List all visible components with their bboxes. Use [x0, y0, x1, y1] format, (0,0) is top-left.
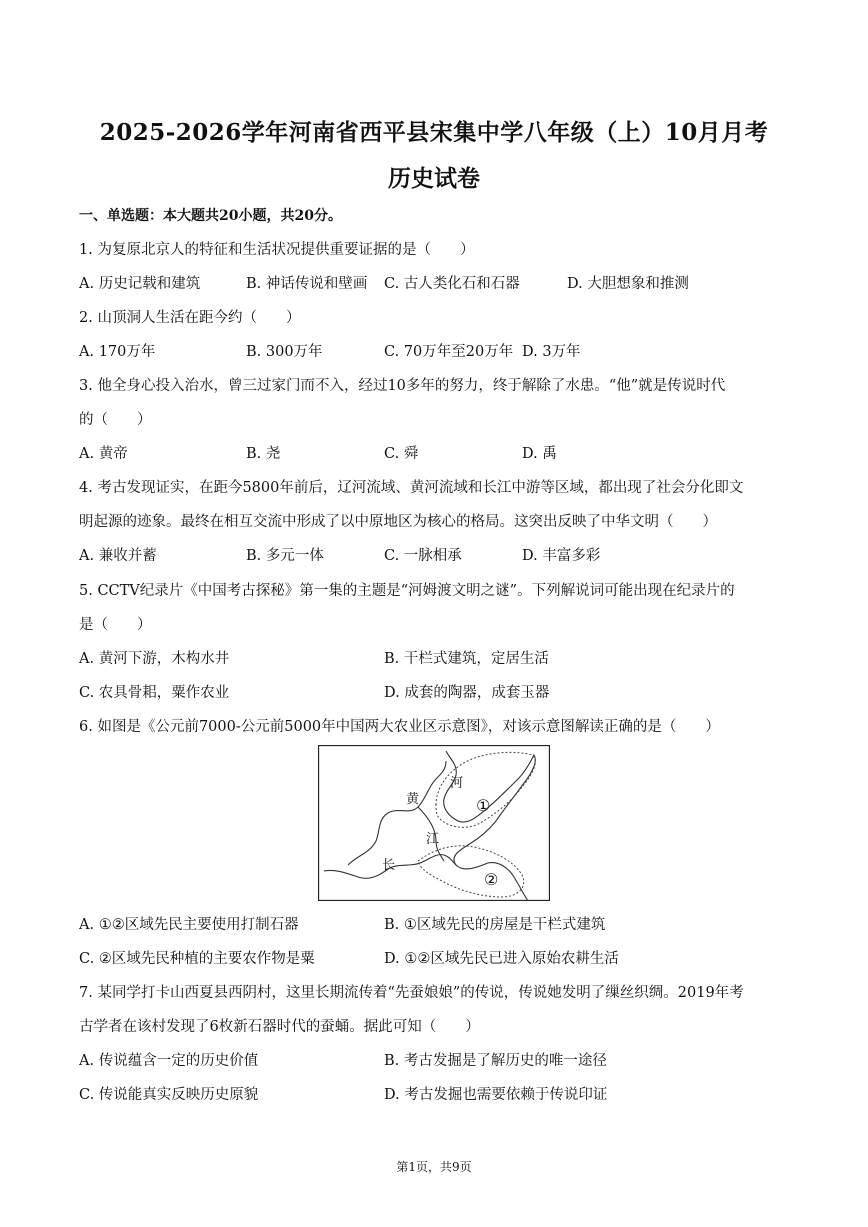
section-heading: 一、单选题：本大题共20小题，共20分。	[79, 208, 342, 224]
question-2-option-a: A. 170万年	[79, 344, 156, 360]
question-1-option-c: C. 古人类化石和石器	[384, 276, 520, 292]
question-2-option-d: D. 3万年	[522, 344, 581, 360]
map-label-he: 河	[450, 776, 464, 791]
question-7-option-a: A. 传说蕴含一定的历史价值	[79, 1053, 259, 1069]
map-label-chang: 长	[382, 858, 396, 873]
question-1-option-a: A. 历史记载和建筑	[79, 276, 201, 292]
question-7-option-b: B. 考古发掘是了解历史的唯一途径	[384, 1053, 607, 1069]
question-7-stem-line1: 7. 某同学打卡山西夏县西阴村，这里长期流传着“先蚕娘娘”的传说，传说她发明了缫丝织绸。2019年考	[79, 985, 744, 1001]
question-6-option-c: C. ②区域先民种植的主要农作物是粟	[79, 951, 315, 967]
question-4-option-d: D. 丰富多彩	[522, 548, 601, 564]
map-label-jiang: 江	[426, 832, 440, 847]
agriculture-regions-map	[318, 745, 550, 901]
question-5-stem-line1: 5. CCTV纪录片《中国考古探秘》第一集的主题是“河姆渡文明之谜”。下列解说词可能出现在纪录片的	[79, 583, 735, 599]
question-4-stem-line1: 4. 考古发现证实，在距今5800年前后，辽河流域、黄河流域和长江中游等区域，都出现了社会分化即文	[79, 480, 744, 496]
question-4-option-b: B. 多元一体	[246, 548, 324, 564]
question-6-stem: 6. 如图是《公元前7000-公元前5000年中国两大农业区示意图》，对该示意图解读正确的是（ ）	[79, 719, 720, 735]
question-6-option-b: B. ①区域先民的房屋是干栏式建筑	[384, 917, 606, 933]
exam-subtitle: 历史试卷	[388, 165, 480, 192]
question-4-option-a: A. 兼收并蓄	[79, 548, 157, 564]
question-3-stem-line1: 3. 他全身心投入治水，曾三过家门而不入，经过10多年的努力，终于解除了水患。“他”就是传说时代	[79, 378, 726, 394]
question-1-stem: 1. 为复原北京人的特征和生活状况提供重要证据的是（ ）	[79, 242, 475, 258]
question-1-option-b: B. 神话传说和壁画	[246, 276, 368, 292]
question-3-option-b: B. 尧	[246, 446, 281, 462]
map-label-huang: 黄	[406, 792, 420, 807]
question-4-stem-line2: 明起源的迹象。最终在相互交流中形成了以中原地区为核心的格局。这突出反映了中华文明（ ）	[79, 514, 717, 530]
question-2-option-c: C. 70万年至20万年	[384, 344, 514, 360]
question-1-option-d: D. 大胆想象和推测	[567, 276, 689, 292]
map-label-region1: ①	[476, 796, 491, 815]
question-3-option-a: A. 黄帝	[79, 446, 128, 462]
question-2-stem: 2. 山顶洞人生活在距今约（ ）	[79, 310, 301, 326]
question-7-option-d: D. 考古发掘也需要依赖于传说印证	[384, 1087, 608, 1103]
map-label-region2: ②	[484, 870, 499, 889]
page-footer: 第1页，共9页	[396, 1160, 472, 1174]
question-7-stem-line2: 古学者在该村发现了6枚新石器时代的蚕蛹。据此可知（ ）	[79, 1019, 480, 1035]
exam-title: 2025-2026学年河南省西平县宋集中学八年级（上）10月月考	[99, 119, 769, 146]
question-2-option-b: B. 300万年	[246, 344, 323, 360]
question-5-option-a: A. 黄河下游，木构水井	[79, 651, 230, 667]
question-5-option-c: C. 农具骨耜，粟作农业	[79, 685, 230, 701]
question-5-option-d: D. 成套的陶器，成套玉器	[384, 685, 550, 701]
question-7-option-c: C. 传说能真实反映历史原貌	[79, 1087, 259, 1103]
question-3-option-c: C. 舜	[384, 446, 419, 462]
question-5-option-b: B. 干栏式建筑，定居生活	[384, 651, 549, 667]
question-4-option-c: C. 一脉相承	[384, 548, 462, 564]
question-3-stem-line2: 的（ ）	[79, 412, 152, 428]
question-6-option-a: A. ①②区域先民主要使用打制石器	[79, 917, 299, 933]
question-5-stem-line2: 是（ ）	[79, 617, 152, 633]
question-6-option-d: D. ①②区域先民已进入原始农耕生活	[384, 951, 619, 967]
question-3-option-d: D. 禹	[522, 446, 557, 462]
